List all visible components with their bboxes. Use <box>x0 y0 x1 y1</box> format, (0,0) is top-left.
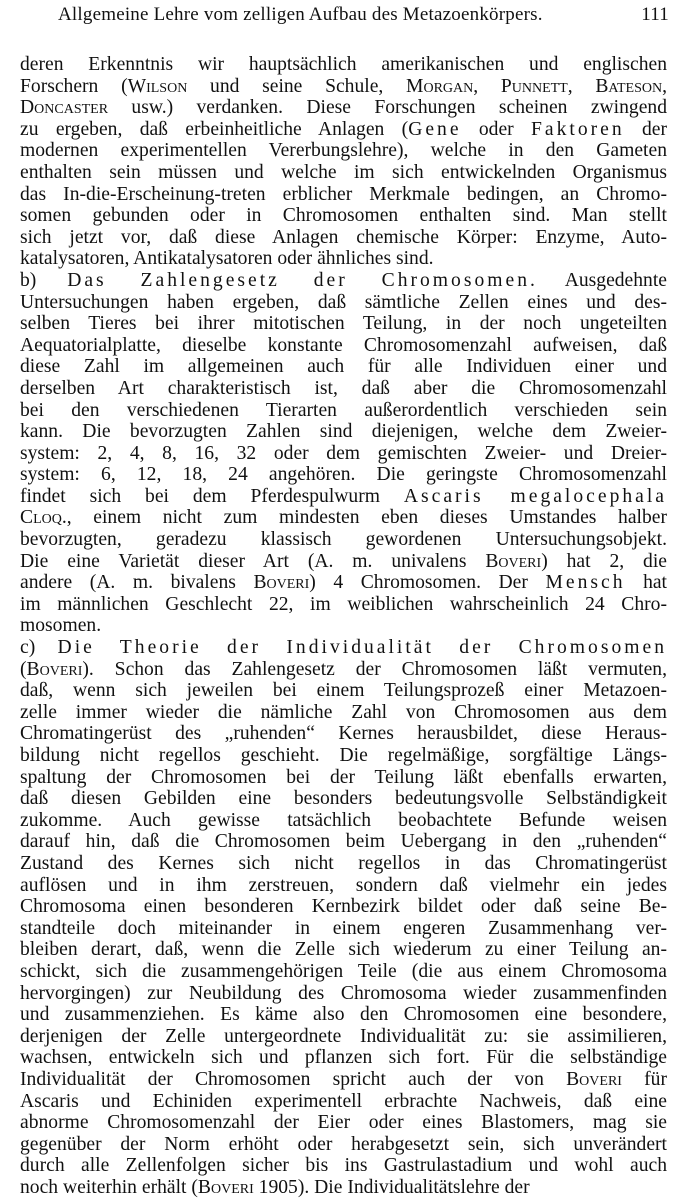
text-run: findet sich bei dem Pferdespulwurm <box>20 485 404 507</box>
text-line <box>20 400 667 422</box>
text-line <box>20 767 667 789</box>
running-header <box>58 4 669 26</box>
text-run: usw.) verdanken. Diese Forschungen scheinen zwingend <box>108 97 667 119</box>
text-run: Individualität der Chromosomen spricht auch der von <box>20 1068 567 1090</box>
emphasis-text: Faktoren <box>531 118 625 140</box>
text-run: oder <box>461 118 531 140</box>
text-run: , <box>567 75 596 97</box>
text-run: auflösen und in ihm zerstreuen, sondern daß vielmehr ein jedes <box>20 874 667 896</box>
text-run: , <box>662 75 667 97</box>
text-run: wachsen, entwickeln sich und pflanzen sich fort. Für die selbständige <box>20 1047 667 1069</box>
text-line <box>20 1047 667 1069</box>
text-line <box>20 140 667 162</box>
text-run: selben Tieres bei ihrer mitotischen Teilung, in der noch ungeteilten <box>20 313 667 335</box>
text-run: mosomen. <box>20 615 102 637</box>
text-line <box>20 248 667 270</box>
text-run: modernen experimentellen Vererbungslehre), welche in den Gameten <box>20 140 667 162</box>
text-line <box>20 1091 667 1113</box>
text-run: . Ausgedehnte <box>530 269 667 291</box>
text-run: abnorme Chromosomenzahl der Eier oder eines Blastomers, mag sie <box>20 1112 667 1134</box>
author-name: Boveri <box>26 658 83 680</box>
text-run: kann. Die bevorzugten Zahlen sind diejenigen, welche dem Zweier- <box>20 421 667 443</box>
text-run: Ascaris und Echiniden experimentell erbrachte Nachweis, daß eine <box>20 1090 667 1112</box>
emphasis-text: Mensch <box>545 572 626 594</box>
text-run: zukomme. Auch gewisse tatsächlich beobachtete Befunde weisen <box>20 809 667 831</box>
text-line <box>20 356 667 378</box>
text-line <box>20 1177 667 1199</box>
text-run: c) <box>20 637 58 659</box>
text-line <box>20 961 667 983</box>
author-name: Bateson <box>595 75 663 97</box>
text-run: Zustand des Kernes sich nicht regellos in das Chromatingerüst <box>20 852 667 874</box>
text-run: , <box>473 75 501 97</box>
text-run: Chromosoma einen besonderen Kernbezirk bildet oder daß seine Be- <box>20 896 667 918</box>
author-name: Morgan <box>406 75 474 97</box>
text-line <box>20 702 667 724</box>
text-line <box>20 788 667 810</box>
text-run: hervorgingen) zur Neubildung des Chromosoma wieder zusammenfinden <box>20 982 667 1004</box>
text-line <box>20 659 667 681</box>
text-line <box>20 637 667 659</box>
text-run: derselben Art charakteristisch ist, daß aber die Chromosomenzahl <box>20 377 667 399</box>
text-line <box>20 875 667 897</box>
text-run: Forschern ( <box>20 75 128 97</box>
text-line <box>20 292 667 314</box>
text-run: sich jetzt vor, daß diese Anlagen chemische Körper: Enzyme, Auto- <box>20 226 667 248</box>
running-title: Allgemeine Lehre vom zelligen Aufbau des Metazoenkörpers. <box>58 4 543 25</box>
text-run: bleiben derart, daß, wenn die Zelle sich wiederum zu einer Teilung an- <box>20 939 667 961</box>
text-line <box>20 896 667 918</box>
text-line <box>20 184 667 206</box>
author-name: Punnett <box>500 75 568 97</box>
text-line <box>20 1026 667 1048</box>
text-line <box>20 853 667 875</box>
text-run: zu ergeben, daß erbeinheitliche Anlagen ( <box>20 118 409 140</box>
author-name: Boveri <box>566 1068 622 1090</box>
text-run: derjenigen der Zelle untergeordnete Individualität zu: sie assimilieren, <box>20 1025 667 1047</box>
text-line <box>20 378 667 400</box>
text-line <box>20 551 667 573</box>
text-line <box>20 54 667 76</box>
text-run: daß diesen Gebilden eine besonders bedeutungsvolle Selbständigkeit <box>20 788 667 810</box>
text-line <box>20 76 667 98</box>
emphasis-text: Ascaris megalocephala <box>403 485 667 507</box>
text-line <box>20 529 667 551</box>
text-line <box>20 227 667 249</box>
text-run: system: 2, 4, 8, 16, 32 oder dem gemischten Zweier- und Dreier- <box>20 442 667 464</box>
author-name: Boveri <box>485 550 542 572</box>
text-line <box>20 1155 667 1177</box>
text-run: Aequatorialplatte, dieselbe konstante Chromosomenzahl aufweisen, daß <box>20 334 667 356</box>
text-line <box>20 1112 667 1134</box>
text-run: ) hat 2, die <box>541 550 667 572</box>
text-run: gegenüber der Norm erhöht oder herabgesetzt sein, sich unverändert <box>20 1133 667 1155</box>
author-name: Cloq. <box>20 507 67 529</box>
text-line <box>20 421 667 443</box>
text-line <box>20 443 667 465</box>
text-run: andere (A. m. bivalens <box>20 572 254 594</box>
text-run: bei den verschiedenen Tierarten außerordentlich verschieden sein <box>20 399 667 421</box>
text-run: das In-die-Erscheinung-treten erblicher Merkmale bedingen, an Chromo- <box>20 183 667 205</box>
text-line <box>20 594 667 616</box>
text-run: 1905). Die Individualitätslehre der <box>253 1176 530 1198</box>
text-line <box>20 939 667 961</box>
text-line <box>20 572 667 594</box>
text-run: Untersuchungen haben ergeben, daß sämtliche Zellen eines und des- <box>20 291 667 313</box>
author-name: Wilson <box>127 75 188 97</box>
text-run: schickt, sich die zusammengehörigen Teile (die aus einem Chromosoma <box>20 960 667 982</box>
text-run: somen gebunden oder in Chromosomen enthalten sind. Man stellt <box>20 205 667 227</box>
text-line <box>20 162 667 184</box>
text-run: der <box>624 118 667 140</box>
text-line <box>20 1069 667 1091</box>
text-run: zelle immer wieder die nämliche Zahl von Chromosomen aus dem <box>20 701 667 723</box>
text-run: darauf hin, daß die Chromosomen beim Uebergang in den „ruhenden“ <box>20 831 667 853</box>
text-line <box>20 507 667 529</box>
text-run: b) <box>20 269 68 291</box>
text-line <box>20 313 667 335</box>
text-run: noch weiterhin erhält ( <box>20 1176 198 1198</box>
emphasis-text: Die Theorie der Individualität der Chromosomen <box>57 637 667 659</box>
text-run: Chromatingerüst des „ruhenden“ Kernes herausbildet, diese Heraus- <box>20 723 667 745</box>
text-run: bevorzugten, geradezu klassisch gewordenen Untersuchungsobjekt. <box>20 529 667 551</box>
author-name: Boveri <box>197 1176 254 1198</box>
text-line <box>20 464 667 486</box>
text-line <box>20 97 667 119</box>
author-name: Doncaster <box>20 97 109 119</box>
text-run: system: 6, 12, 18, 24 angehören. Die geringste Chromosomenzahl <box>20 464 667 486</box>
text-run: katalysatoren, Antikatalysatoren oder ähnliches sind. <box>20 248 434 270</box>
text-line <box>20 486 667 508</box>
text-run: standteile doch miteinander in einem engeren Zusammenhang ver- <box>20 917 667 939</box>
text-run: und zusammenziehen. Es käme also den Chromosomen eine besondere, <box>20 1004 667 1026</box>
text-run: enthalten sein müssen und welche im sich entwickelnden Organismus <box>20 161 667 183</box>
emphasis-text: Gene <box>408 118 462 140</box>
text-run: durch alle Zellenfolgen sicher bis ins Gastrulastadium und wohl auch <box>20 1155 667 1177</box>
text-run: und seine Schule, <box>187 75 407 97</box>
text-line <box>20 615 667 637</box>
text-line <box>20 680 667 702</box>
text-run: ( <box>20 658 27 680</box>
text-run: Die eine Varietät dieser Art (A. m. univalens <box>20 550 486 572</box>
body-text <box>20 54 667 1198</box>
text-line <box>20 983 667 1005</box>
text-run: spaltung der Chromosomen bei der Teilung läßt ebenfalls erwarten, <box>20 766 667 788</box>
text-line <box>20 810 667 832</box>
text-line <box>20 1134 667 1156</box>
text-line <box>20 918 667 940</box>
text-line <box>20 335 667 357</box>
text-run: bildung nicht regellos geschieht. Die regelmäßige, sorgfältige Längs- <box>20 745 667 766</box>
text-line <box>20 270 667 292</box>
text-run: im männlichen Geschlecht 22, im weiblichen wahrscheinlich 24 Chro- <box>20 593 667 615</box>
text-line <box>20 745 667 767</box>
text-run: ). Schon das Zahlengesetz der Chromosomen läßt vermuten, <box>82 658 667 680</box>
text-run: ) 4 Chromosomen. Der <box>309 572 546 594</box>
page-number: 111 <box>641 4 669 25</box>
text-run: hat <box>625 572 667 594</box>
text-run: deren Erkenntnis wir hauptsächlich amerikanischen und englischen <box>20 54 667 75</box>
text-run: , einem nicht zum mindesten eben dieses Umstandes halber <box>66 507 667 529</box>
text-run: diese Zahl im allgemeinen auch für alle Individuen einer und <box>20 356 667 378</box>
text-run: für <box>621 1068 667 1090</box>
text-line <box>20 723 667 745</box>
text-run: daß, wenn sich jeweilen bei einem Teilungsprozeß einer Metazoen- <box>20 680 667 702</box>
text-line <box>20 119 667 141</box>
text-line <box>20 1004 667 1026</box>
text-line <box>20 831 667 853</box>
text-line <box>20 205 667 227</box>
emphasis-text: Das Zahlengesetz der Chromosomen <box>67 269 531 291</box>
author-name: Boveri <box>253 572 310 594</box>
